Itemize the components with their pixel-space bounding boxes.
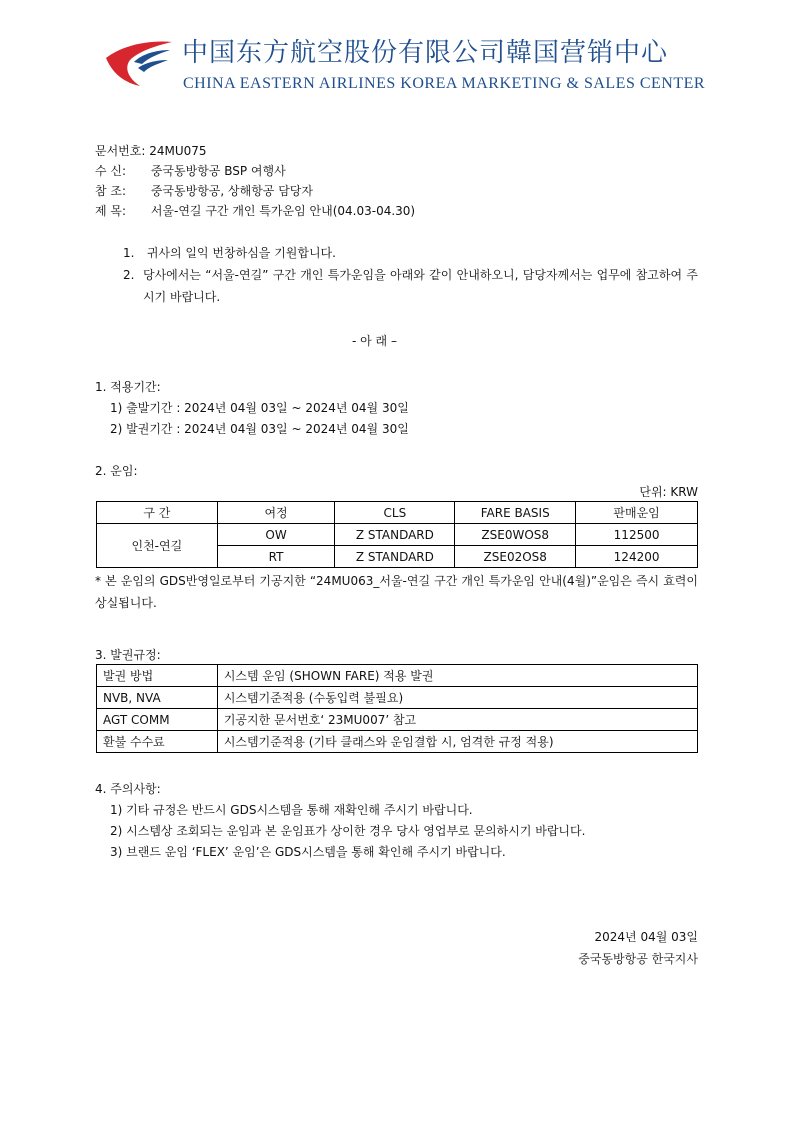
china-eastern-logo-icon	[104, 38, 174, 90]
fare-basis: ZSE02OS8	[455, 546, 576, 568]
fare-header-fare-basis: FARE BASIS	[455, 502, 576, 524]
fare-header-route: 구 간	[97, 502, 218, 524]
rule-value: 기공지한 문서번호‘ 23MU007’ 참고	[217, 709, 697, 731]
rule-label: NVB, NVA	[97, 687, 218, 709]
table-row	[97, 687, 698, 709]
section-1-departure: 1) 출발기간 : 2024년 04월 03일 ~ 2024년 04월 30일	[110, 401, 409, 415]
cc-value: 중국동방항공, 상해항공 담당자	[150, 184, 313, 198]
issue-date: 2024년 04월 03일	[594, 930, 698, 944]
fare-header-price: 판매운임	[576, 502, 698, 524]
doc-number: 문서번호: 24MU075	[95, 144, 207, 158]
intro-item-1-text: 귀사의 일익 번창하심을 기원합니다.	[146, 246, 336, 260]
rule-label: 환불 수수료	[97, 731, 218, 753]
section-1-ticketing: 2) 발권기간 : 2024년 04월 03일 ~ 2024년 04월 30일	[110, 422, 409, 436]
intro-item-2-num: 2.	[123, 268, 135, 282]
fare-header-cls: CLS	[335, 502, 455, 524]
recipient-label: 수 신:	[95, 164, 127, 178]
table-row	[97, 665, 698, 687]
fare-price: 124200	[576, 546, 698, 568]
fare-cls: Z STANDARD	[335, 546, 455, 568]
fare-table-header	[97, 502, 698, 524]
intro-item-1-num: 1.	[123, 246, 135, 260]
intro-item-1	[123, 242, 698, 264]
fare-cls: Z STANDARD	[335, 524, 455, 546]
currency-unit: 단위: KRW	[639, 485, 698, 499]
fare-table	[96, 501, 698, 568]
rule-label: AGT COMM	[97, 709, 218, 731]
cc-label: 참 조:	[95, 184, 127, 198]
fare-route: 인천-연길	[97, 524, 218, 568]
fare-header-trip: 여정	[217, 502, 335, 524]
below-marker: - 아 래 –	[352, 334, 397, 348]
subject-line	[95, 202, 415, 220]
subject-label: 제 목:	[95, 204, 127, 218]
section-3-title: 3. 발권규정:	[95, 648, 161, 662]
section-2-title: 2. 운임:	[95, 464, 138, 478]
rule-value: 시스템기준적용 (기타 클래스와 운임결합 시, 엄격한 규정 적용)	[217, 731, 697, 753]
rule-value: 시스템기준적용 (수동입력 불필요)	[217, 687, 697, 709]
table-row	[97, 709, 698, 731]
section-4-title: 4. 주의사항:	[95, 782, 161, 796]
fare-basis: ZSE0WOS8	[455, 524, 576, 546]
ticketing-rules-table	[96, 664, 698, 753]
recipient-line	[95, 162, 286, 180]
fare-trip: OW	[217, 524, 335, 546]
intro-item-2-text: 당사에서는 “서울-연길” 구간 개인 특가운임을 아래와 같이 안내하오니, 담당자께서는 업무에 참고하여 주시기 바랍니다.	[143, 268, 698, 304]
rule-label: 발권 방법	[97, 665, 218, 687]
table-row	[97, 524, 698, 546]
fare-trip: RT	[217, 546, 335, 568]
company-name-cn: 中国东方航空股份有限公司韓国营销中心	[182, 38, 669, 68]
caution-item-2: 2) 시스템상 조회되는 운임과 본 운임표가 상이한 경우 당사 영업부로 문의하시기 바랍니다.	[110, 824, 586, 838]
cc-line	[95, 182, 313, 200]
caution-item-3: 3) 브랜드 운임 ‘FLEX’ 운임’은 GDS시스템을 통해 확인해 주시기 바랍니다.	[110, 845, 506, 859]
fare-note: * 본 운임의 GDS반영일로부터 기공지한 “24MU063_서울-연길 구간 개인 특가운임 안내(4월)”운임은 즉시 효력이 상실됩니다.	[95, 574, 698, 610]
subject-value: 서울-연길 구간 개인 특가운임 안내(04.03-04.30)	[150, 204, 416, 218]
fare-price: 112500	[576, 524, 698, 546]
recipient-value: 중국동방항공 BSP 여행사	[150, 164, 286, 178]
company-name-en: CHINA EASTERN AIRLINES KOREA MARKETING & SALES CENTER	[183, 75, 706, 92]
table-row	[97, 731, 698, 753]
section-1-title: 1. 적용기간:	[95, 380, 161, 394]
caution-item-1: 1) 기타 규정은 반드시 GDS시스템을 통해 재확인해 주시기 바랍니다.	[110, 803, 473, 817]
rule-value: 시스템 운임 (SHOWN FARE) 적용 발권	[217, 665, 697, 687]
issuer-name: 중국동방항공 한국지사	[578, 952, 698, 966]
